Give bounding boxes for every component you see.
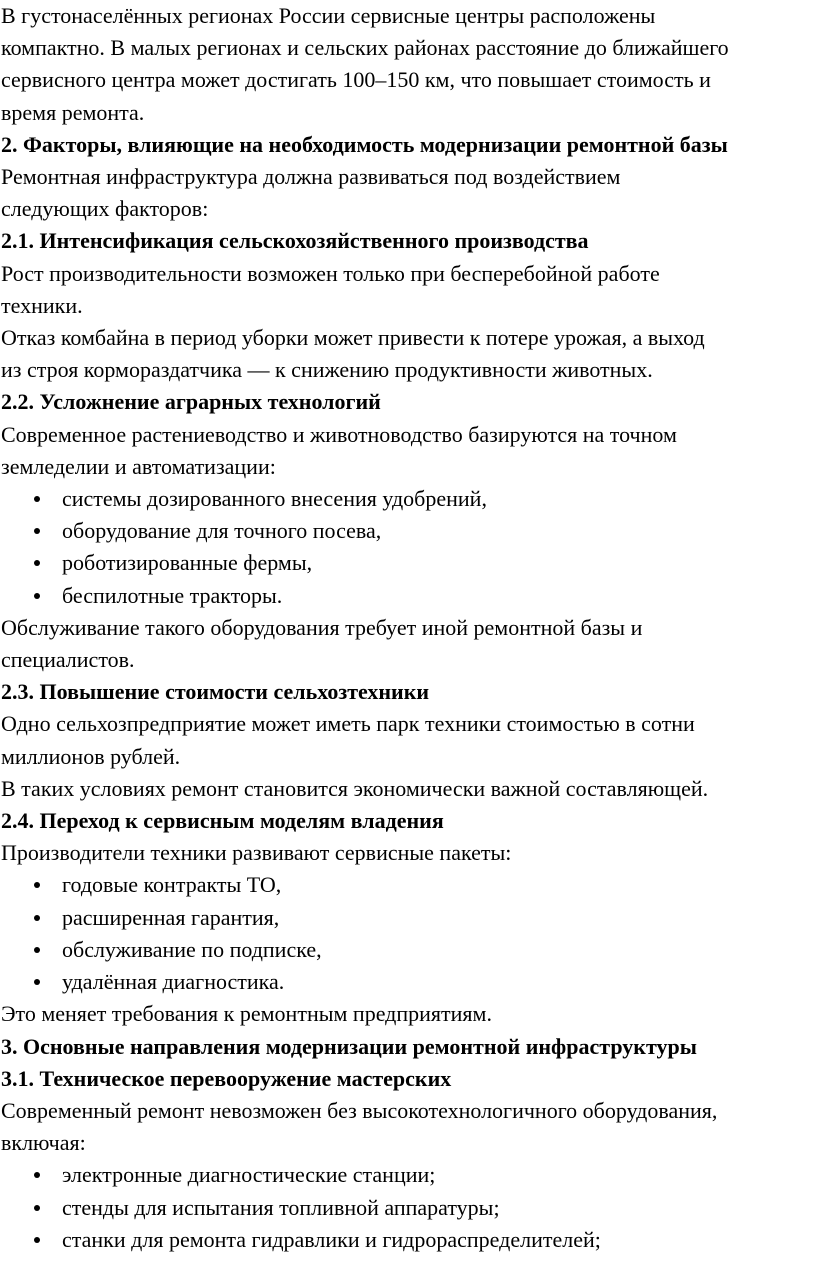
list-item <box>1 869 816 901</box>
section-2-2-line-2: земледелии и автоматизации: <box>1 453 276 479</box>
bullet-icon <box>34 979 40 985</box>
list-item <box>1 934 816 966</box>
bullet-icon <box>34 947 40 953</box>
section-2-2-line-1: Современное растениеводство и животноводство базируются на точном <box>1 421 677 447</box>
intro-line-1: В густонаселённых регионах России сервисные центры расположены <box>1 3 656 28</box>
section-2-3-line-1: Одно сельхозпредприятие может иметь парк техники стоимостью в сотни <box>1 711 695 737</box>
list-item <box>1 966 816 998</box>
section-2-3-heading: 2.3. Повышение стоимости сельхозтехники <box>1 679 430 705</box>
list-item-text: расширенная гарантия, <box>62 904 280 930</box>
section-3-1-line-2: включая: <box>1 1130 86 1156</box>
section-2-4-line-1: Производители техники развивают сервисные пакеты: <box>1 840 512 866</box>
section-2-4-list <box>1 869 816 998</box>
section-2-4-heading: 2.4. Переход к сервисным моделям владения <box>1 808 444 834</box>
list-item-text: беспилотные тракторы. <box>62 582 283 608</box>
intro-line-2: компактно. В малых регионах и сельских районах расстояние до ближайшего <box>1 35 729 61</box>
list-item <box>1 483 816 515</box>
list-item-text: системы дозированного внесения удобрений, <box>62 486 487 512</box>
list-item <box>1 1159 816 1191</box>
list-item-text: удалённая диагностика. <box>62 969 285 995</box>
section-2-3-line-3: В таких условиях ремонт становится экономически важной составляющей. <box>1 775 709 801</box>
list-item-text: обслуживание по подписке, <box>62 936 322 962</box>
list-item <box>1 1192 816 1224</box>
section-2-1-line-2: техники. <box>1 292 83 318</box>
section-2-2-list <box>1 483 816 612</box>
section-2-heading: 2. Факторы, влияющие на необходимость модернизации ремонтной базы <box>1 131 728 157</box>
section-3-1-line-1: Современный ремонт невозможен без высокотехнологичного оборудования, <box>1 1097 718 1123</box>
bullet-icon <box>34 915 40 921</box>
section-2-line-2: следующих факторов: <box>1 196 209 222</box>
bullet-icon <box>34 1205 40 1211</box>
list-item-text: стенды для испытания топливной аппаратуры; <box>62 1194 500 1220</box>
section-2-1-line-3: Отказ комбайна в период уборки может привести к потере урожая, а выход <box>1 325 705 351</box>
list-item-text: годовые контракты ТО, <box>62 872 282 898</box>
list-item <box>1 580 816 612</box>
list-item <box>1 902 816 934</box>
list-item-text: роботизированные фермы, <box>62 550 313 576</box>
list-item <box>1 1224 816 1256</box>
bullet-icon <box>34 528 40 534</box>
list-item-text: оборудование для точного посева, <box>62 518 382 544</box>
bullet-icon <box>34 593 40 599</box>
section-2-1-heading: 2.1. Интенсификация сельскохозяйственного производства <box>1 228 589 254</box>
bullet-icon <box>34 1172 40 1178</box>
bullet-icon <box>34 496 40 502</box>
section-2-1-line-1: Рост производительности возможен только при бесперебойной работе <box>1 260 660 286</box>
section-3-1-heading: 3.1. Техническое перевооружение мастерских <box>1 1065 452 1091</box>
list-item <box>1 515 816 547</box>
section-2-2-after-line-1: Обслуживание такого оборудования требует иной ремонтной базы и <box>1 614 643 640</box>
list-item-text: электронные диагностические станции; <box>62 1162 436 1188</box>
section-3-heading: 3. Основные направления модернизации ремонтной инфраструктуры <box>1 1033 697 1059</box>
list-item-text: станки для ремонта гидравлики и гидрораспределителей; <box>62 1226 601 1252</box>
bullet-icon <box>34 560 40 566</box>
section-2-2-after-line-2: специалистов. <box>1 647 135 673</box>
section-2-3-line-2: миллионов рублей. <box>1 743 181 769</box>
section-2-4-after-line-1: Это меняет требования к ремонтным предприятиям. <box>1 1001 492 1027</box>
intro-line-3: сервисного центра может достигать 100–150 км, что повышает стоимость и <box>1 67 711 93</box>
section-2-line-1: Ремонтная инфраструктура должна развиваться под воздействием <box>1 164 621 190</box>
section-3-1-list <box>1 1159 816 1256</box>
intro-line-4: время ремонта. <box>1 99 145 125</box>
section-2-2-heading: 2.2. Усложнение аграрных технологий <box>1 389 381 415</box>
list-item <box>1 547 816 579</box>
bullet-icon <box>34 882 40 888</box>
section-2-1-line-4: из строя кормораздатчика — к снижению продуктивности животных. <box>1 357 653 383</box>
bullet-icon <box>34 1237 40 1243</box>
